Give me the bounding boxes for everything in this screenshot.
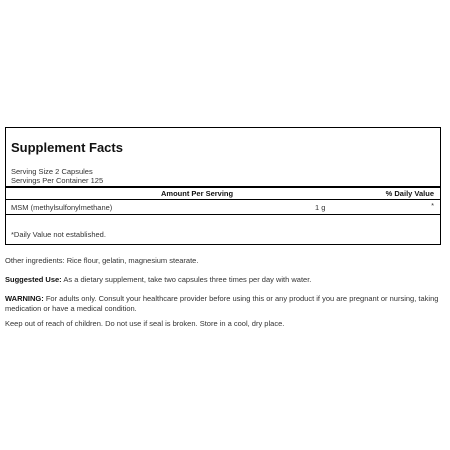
serving-size: Serving Size 2 Capsules [11,167,93,176]
thick-divider [6,186,440,188]
suggested-use [5,275,441,285]
ingredient-daily-value: * [431,201,434,210]
suggested-use-text: As a dietary supplement, take two capsules three times per day with water. [61,275,312,284]
daily-value-header: % Daily Value [385,189,434,198]
row-divider [6,214,440,215]
ingredient-name: MSM (methylsulfonylmethane) [11,203,113,212]
warning-text: For adults only. Consult your healthcare provider before using this or any product if you are pregnant or nursing, taking medication or have a medical condition. [5,294,439,313]
header-divider [6,199,440,200]
facts-title: Supplement Facts [11,140,123,155]
warning [5,294,441,314]
suggested-use-label: Suggested Use: [5,275,62,284]
servings-per-container: Servings Per Container 125 [11,176,104,185]
supplement-facts-panel [5,127,441,245]
other-ingredients: Other ingredients: Rice flour, gelatin, magnesium stearate. [5,256,199,265]
amount-per-serving-header: Amount Per Serving [161,189,234,198]
ingredient-amount: 1 g [315,203,326,212]
daily-value-footnote: *Daily Value not established. [11,230,106,239]
warning-label: WARNING: [5,294,44,303]
storage-instructions: Keep out of reach of children. Do not use if seal is broken. Store in a cool, dry place. [5,319,285,328]
